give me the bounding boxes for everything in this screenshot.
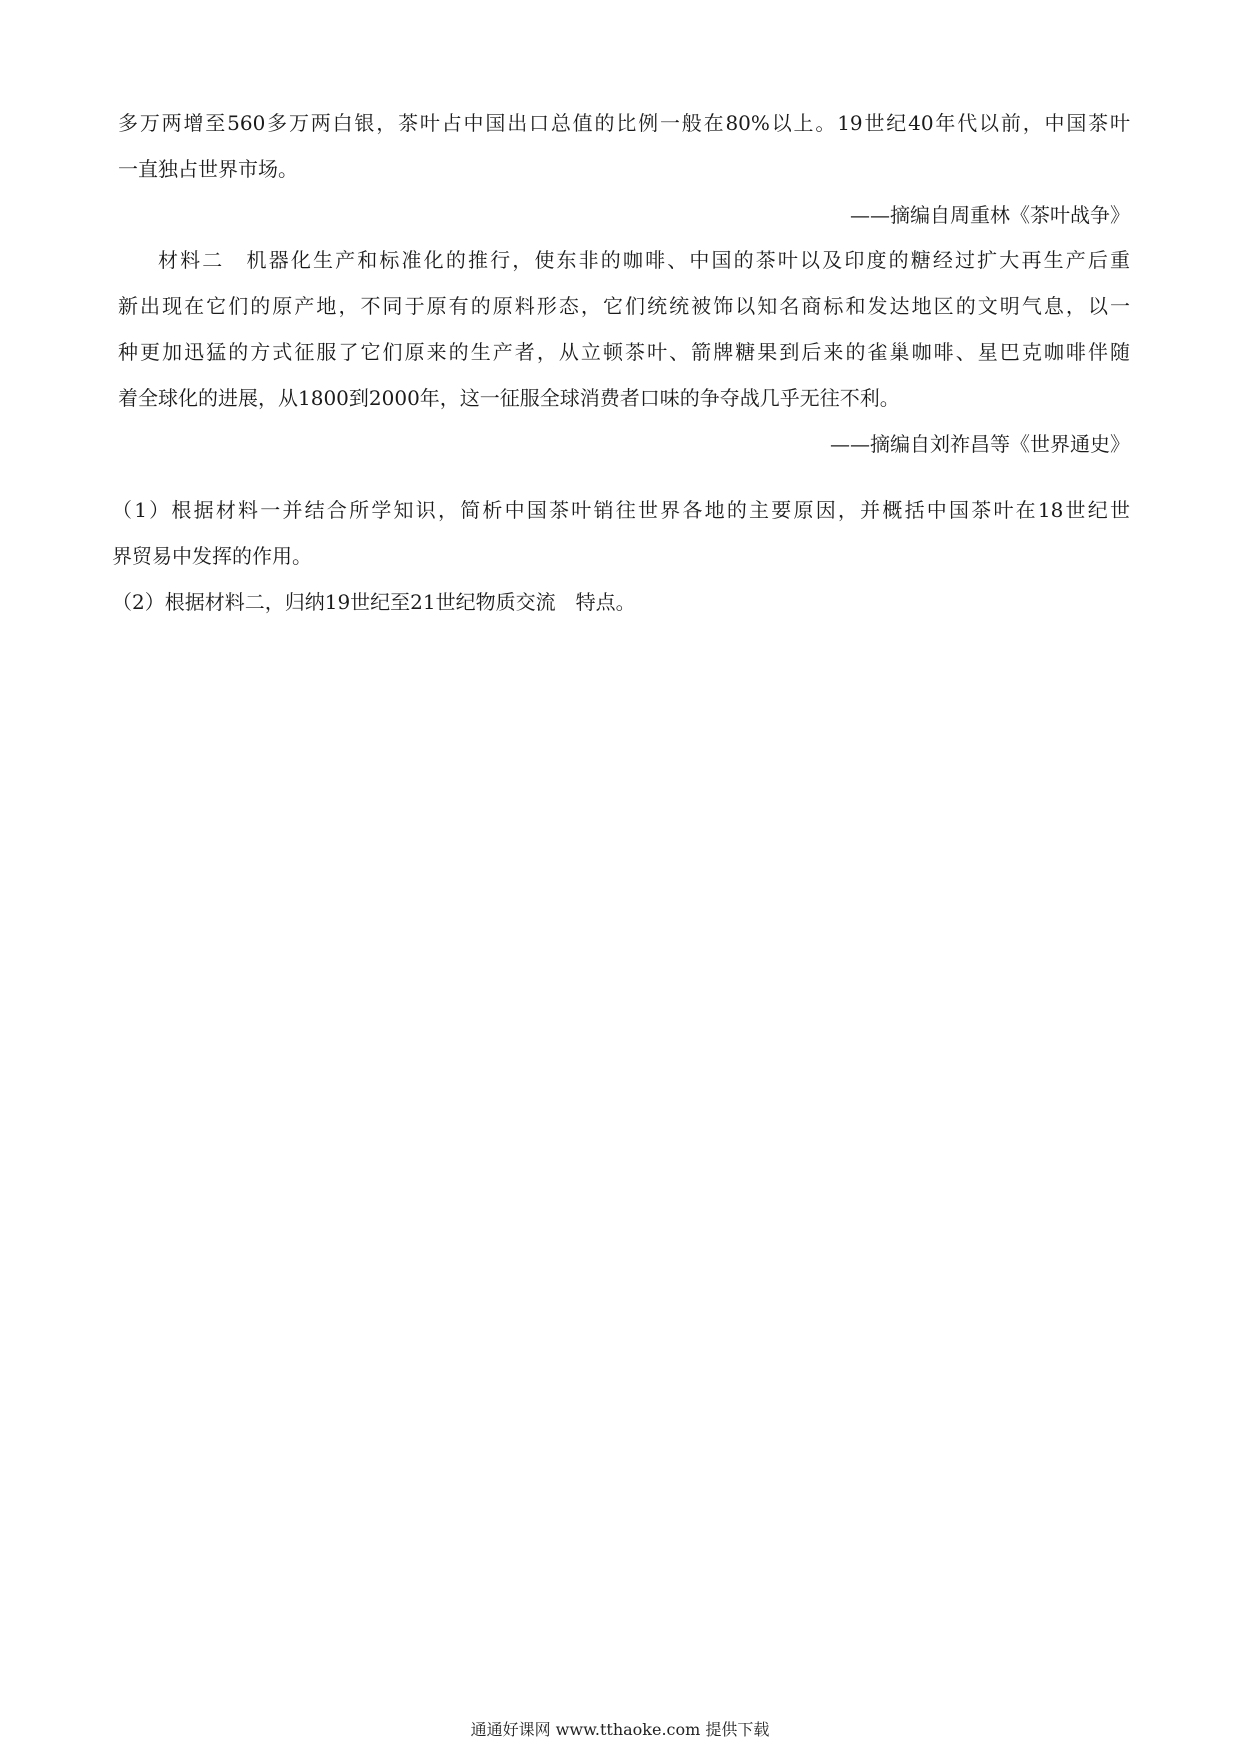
material-one-line-1: 多万两增至560多万两白银，茶叶占中国出口总值的比例一般在80%以上。19世纪40年代以前，中国茶叶 <box>118 111 1130 135</box>
page-footer: 通通好课网 www.tthaoke.com 提供下载 <box>470 1720 770 1739</box>
material-two <box>118 245 1130 459</box>
material-two-line-2: 新出现在它们的原产地，不同于原有的原料形态，它们统统被饰以知名商标和发达地区的文明气息，以一 <box>118 294 1130 318</box>
questions <box>112 495 1130 617</box>
material-one <box>118 108 1130 230</box>
question-1-line-1: （1）根据材料一并结合所学知识，简析中国茶叶销往世界各地的主要原因，并概括中国茶叶在18世纪世 <box>112 498 1130 522</box>
material-one-line-2: 一直独占世界市场。 <box>118 157 298 181</box>
material-two-line-4: 着全球化的进展，从1800到2000年，这一征服全球消费者口味的争夺战几乎无往不利。 <box>118 386 900 410</box>
material-one-citation: ——摘编自周重林《茶叶战争》 <box>850 203 1130 227</box>
material-two-citation: ——摘编自刘祚昌等《世界通史》 <box>830 432 1130 456</box>
question-1-line-2: 界贸易中发挥的作用。 <box>112 544 312 568</box>
material-two-line-1-text: 机器化生产和标准化的推行，使东非的咖啡、中国的茶叶以及印度的糖经过扩大再生产后重 <box>244 248 1131 272</box>
material-two-label: 材料二 <box>158 248 225 272</box>
material-two-line-1 <box>118 245 1130 275</box>
material-two-line-3: 种更加迅猛的方式征服了它们原来的生产者，从立顿茶叶、箭牌糖果到后来的雀巢咖啡、星巴克咖啡伴随 <box>118 340 1130 364</box>
question-2: （2）根据材料二，归纳19世纪至21世纪物质交流 特点。 <box>112 590 636 614</box>
